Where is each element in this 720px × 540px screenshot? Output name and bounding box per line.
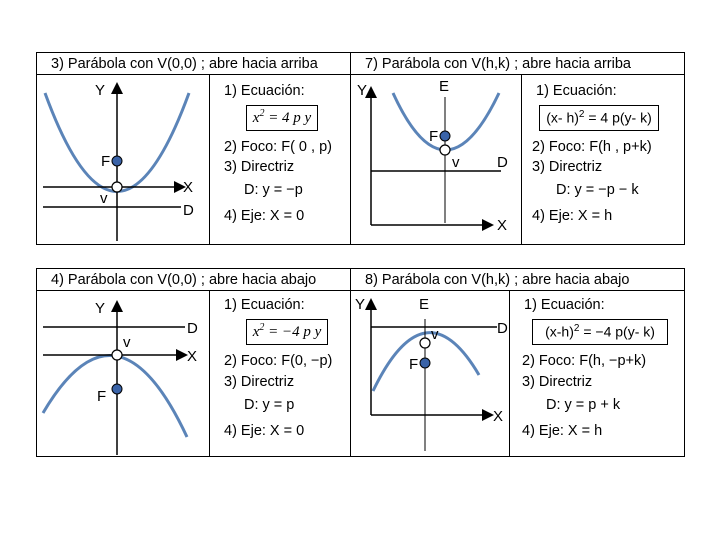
equation-lhs: x (252, 324, 260, 340)
directrix-label: D (183, 202, 194, 219)
equation-exponent: 2 (573, 323, 580, 334)
panel-3-info (210, 75, 350, 244)
panel-7-graph (351, 75, 521, 244)
equation-heading: 1) Ecuación: (224, 297, 305, 313)
equation-rhs: = 4 p y (264, 110, 312, 126)
symmetry-axis-label: E (419, 296, 430, 313)
panel-8-info (510, 291, 684, 456)
equation-rhs: = −4 p(y- k) (579, 323, 655, 340)
x-axis-label: X (187, 348, 198, 365)
vertex-label: v (123, 334, 131, 351)
directrix-equation: D: y = p + k (546, 397, 621, 413)
equation-exponent: 2 (259, 322, 265, 333)
panel-7-info (522, 75, 684, 244)
focus-point (112, 156, 122, 166)
focus-label: F (429, 128, 439, 145)
x-axis-label: X (497, 217, 508, 234)
equation-box (246, 319, 328, 345)
directrix-label: D (497, 320, 508, 337)
parabola-curve (43, 355, 187, 437)
focus-point (112, 384, 122, 394)
equation-heading: 1) Ecuación: (224, 83, 305, 99)
panel-8-svg (351, 291, 509, 457)
vertex-point (440, 145, 450, 155)
x-axis-label: X (493, 408, 504, 425)
panel-8-graph (351, 291, 509, 456)
parabola-curve (393, 93, 499, 150)
panel-8-title: 8) Parábola con V(h,k) ; abre hacia abajo (351, 269, 684, 291)
focus-point (420, 358, 430, 368)
vertex-point (112, 182, 122, 192)
equation-box (532, 319, 668, 345)
y-axis-label: Y (357, 82, 368, 99)
vertex-label: v (431, 326, 439, 343)
directrix-label: D (187, 320, 198, 337)
equation-heading: 1) Ecuación: (536, 83, 617, 99)
vertex-point (112, 350, 122, 360)
panel-4-svg (37, 291, 209, 457)
panel-7-svg (351, 75, 521, 245)
directrix-equation: D: y = −p (244, 182, 303, 198)
equation-lhs: (x- h) (546, 109, 579, 126)
panel-8 (350, 268, 685, 457)
panel-3-svg (37, 75, 209, 245)
directrix-heading: 3) Directriz (522, 374, 593, 390)
axis-text: 4) Eje: X = h (522, 423, 603, 439)
directrix-heading: 3) Directriz (532, 159, 603, 175)
equation-box (539, 105, 659, 131)
directrix-label: D (497, 154, 508, 171)
focus-point (440, 131, 450, 141)
axis-text: 4) Eje: X = 0 (224, 208, 305, 224)
focus-label: F (409, 356, 419, 373)
vertex-label: v (100, 190, 108, 207)
equation-rhs: = −4 p y (264, 324, 322, 340)
panel-4-title: 4) Parábola con V(0,0) ; abre hacia abajo (37, 269, 350, 291)
y-axis-label: Y (355, 296, 366, 313)
focus-text: 2) Foco: F(h , p+k) (532, 139, 652, 155)
y-axis-label: Y (95, 300, 106, 317)
panel-7-title: 7) Parábola con V(h,k) ; abre hacia arriba (351, 53, 684, 75)
focus-text: 2) Foco: F(0, −p) (224, 353, 333, 369)
directrix-heading: 3) Directriz (224, 374, 295, 390)
panel-3-graph (37, 75, 209, 244)
panel-3-title: 3) Parábola con V(0,0) ; abre hacia arriba (37, 53, 350, 75)
axis-text: 4) Eje: X = h (532, 208, 613, 224)
panel-3 (36, 52, 351, 245)
x-axis-label: X (183, 179, 194, 196)
equation-rhs: = 4 p(y- k) (584, 109, 652, 126)
equation-lhs: (x-h) (545, 323, 574, 340)
equation-box (246, 105, 318, 131)
directrix-equation: D: y = p (244, 397, 295, 413)
y-axis-label: Y (95, 82, 106, 99)
vertex-point (420, 338, 430, 348)
equation-lhs: x (252, 110, 260, 126)
panel-7 (350, 52, 685, 245)
panel-4-graph (37, 291, 209, 456)
directrix-equation: D: y = −p − k (556, 182, 639, 198)
equation-exponent: 2 (578, 109, 585, 120)
focus-label: F (97, 388, 107, 405)
focus-text: 2) Foco: F( 0 , p) (224, 139, 332, 155)
equation-heading: 1) Ecuación: (524, 297, 605, 313)
focus-text: 2) Foco: F(h, −p+k) (522, 353, 647, 369)
vertex-label: v (452, 154, 460, 171)
directrix-heading: 3) Directriz (224, 159, 295, 175)
panel-4-info (210, 291, 350, 456)
equation-exponent: 2 (259, 108, 265, 119)
focus-label: F (101, 153, 111, 170)
axis-text: 4) Eje: X = 0 (224, 423, 305, 439)
symmetry-axis-label: E (439, 78, 450, 95)
panel-4 (36, 268, 351, 457)
